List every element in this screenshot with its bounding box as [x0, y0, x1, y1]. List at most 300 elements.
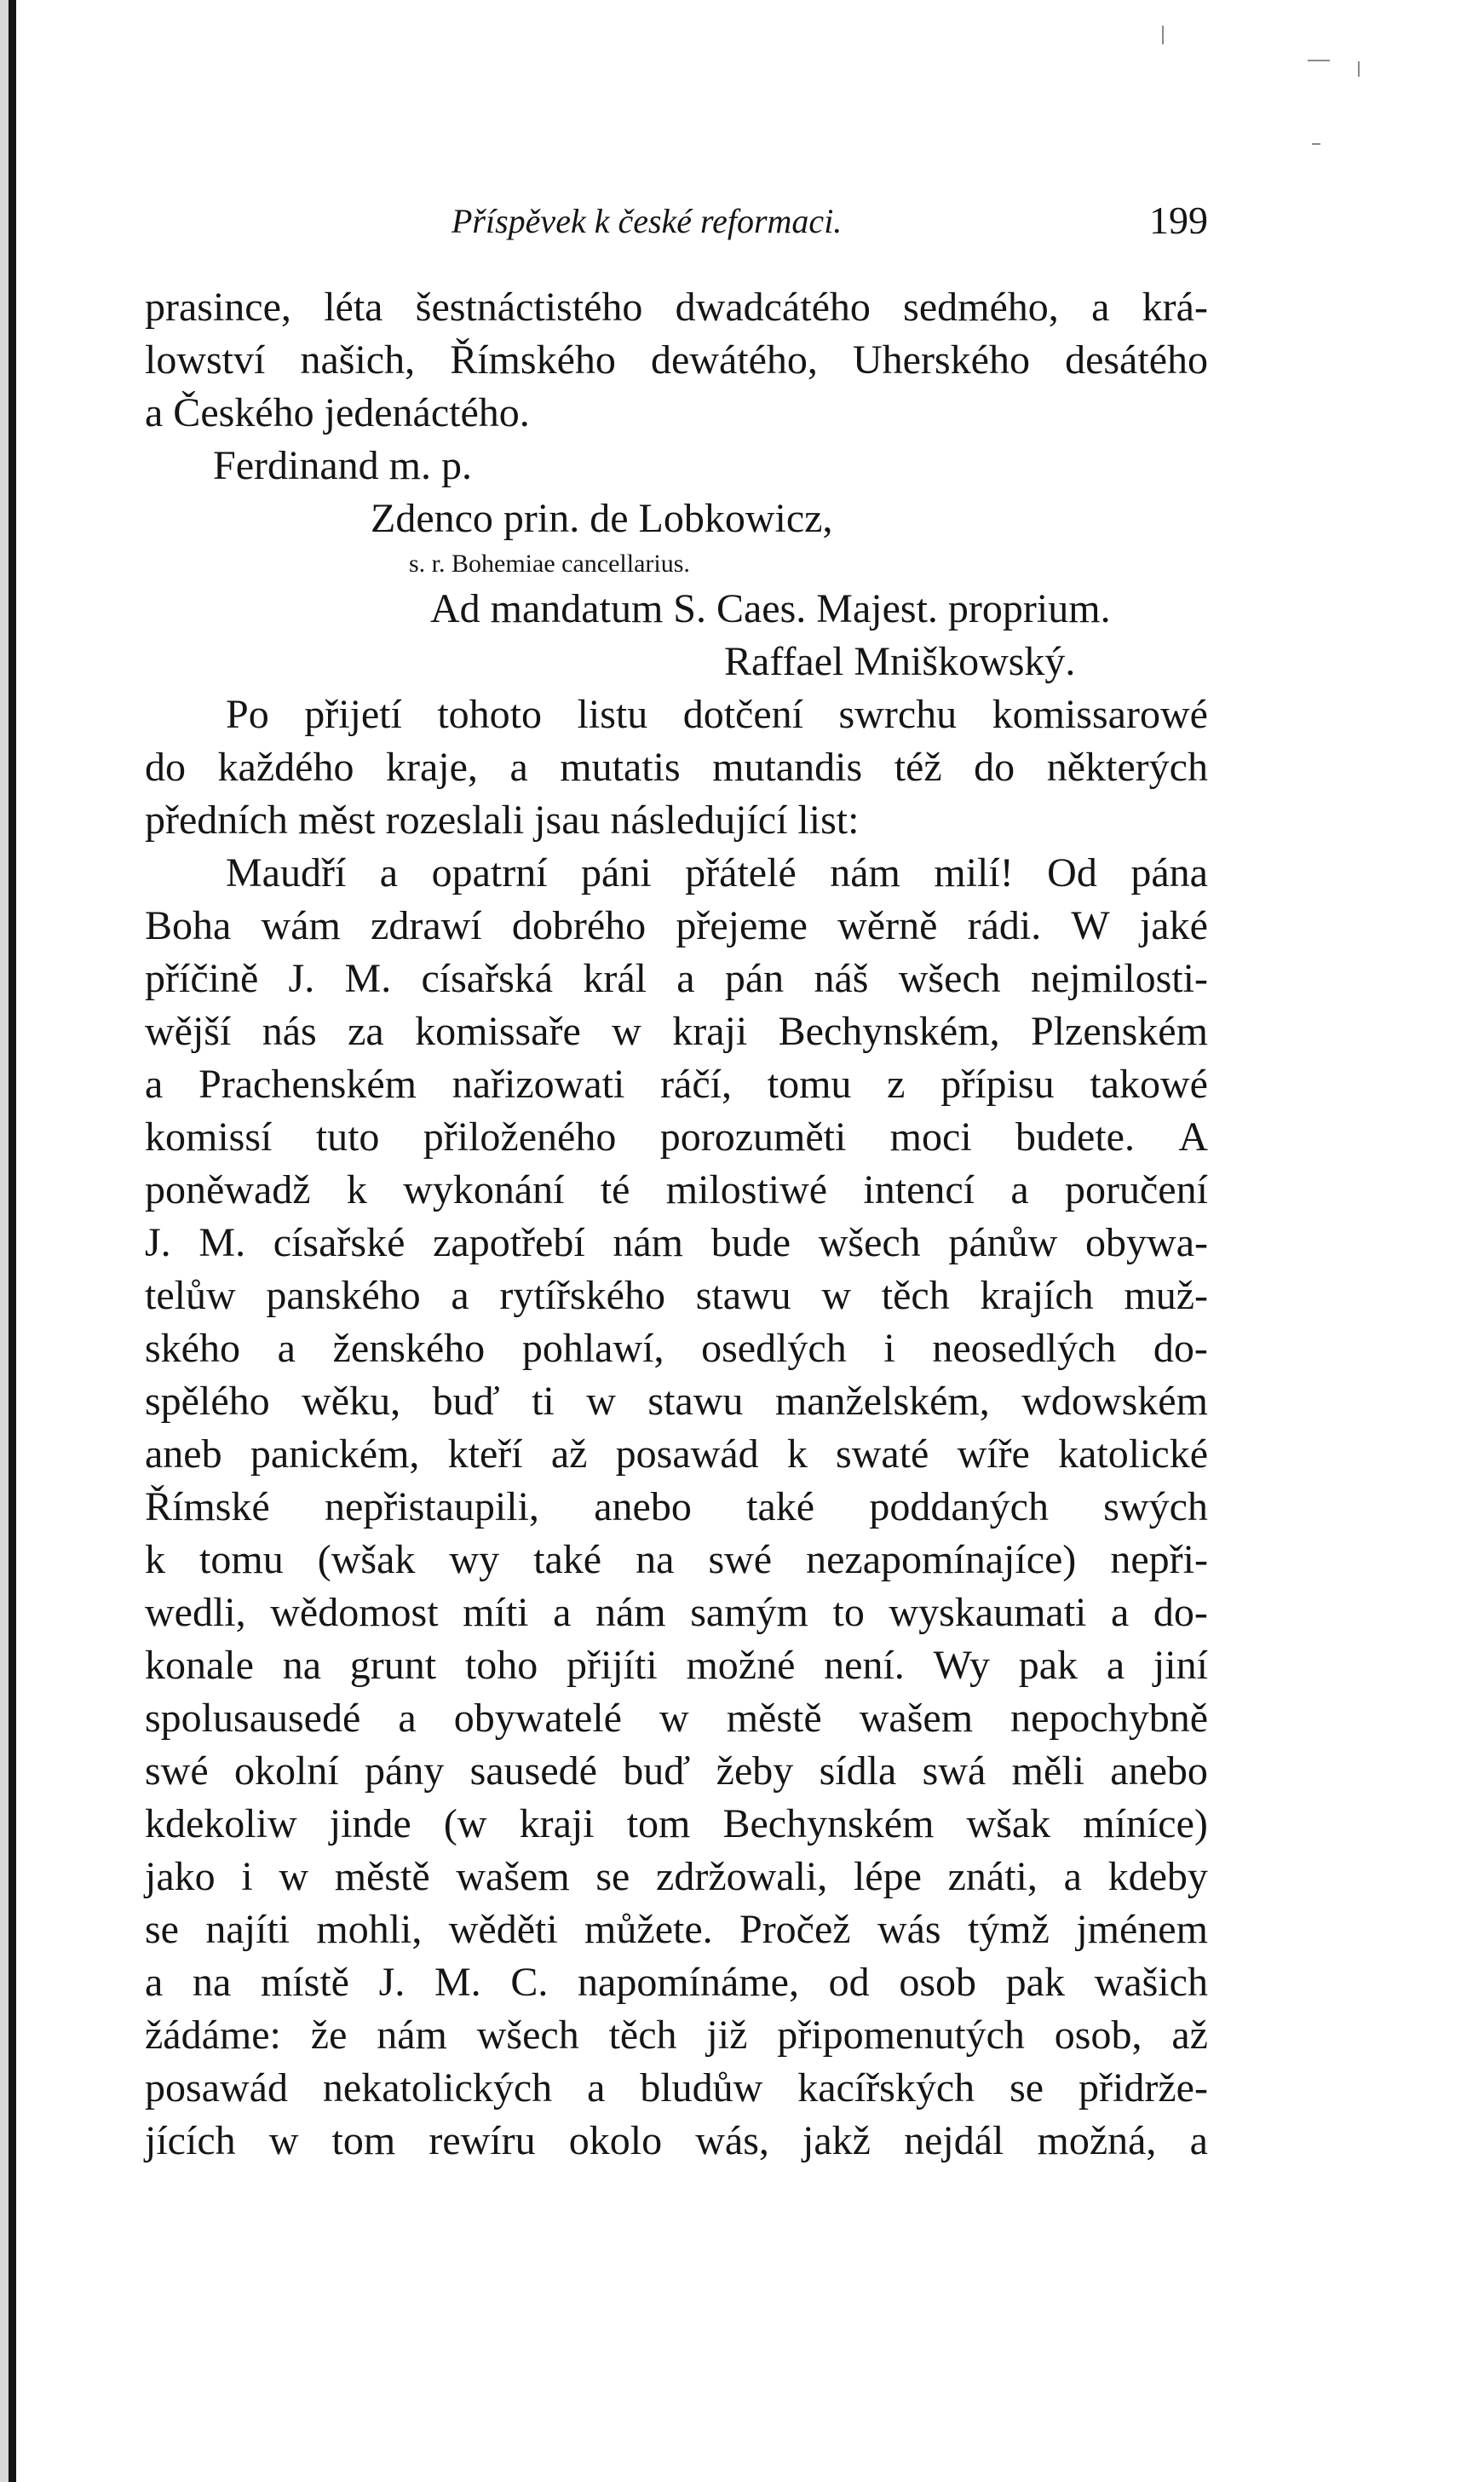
- word: nás: [262, 1009, 317, 1054]
- word: dotčení: [682, 692, 803, 737]
- word: jiní: [1153, 1643, 1208, 1688]
- word: místě: [260, 1960, 349, 2005]
- word: (wšak: [317, 1537, 416, 1582]
- word: přidrže-: [1078, 2065, 1208, 2111]
- paragraph-opening: [145, 281, 1208, 440]
- text-line: [145, 794, 1208, 847]
- word: Římského: [450, 337, 616, 383]
- word: M.: [198, 1220, 246, 1265]
- word: prasince,: [145, 285, 291, 330]
- word: nekatolických: [322, 2065, 553, 2111]
- scan-speck: [1358, 61, 1360, 77]
- word: Římské: [145, 1484, 270, 1529]
- word: a: [553, 1590, 572, 1635]
- text-line: [145, 1481, 1208, 1534]
- word: pánůw: [948, 1220, 1058, 1265]
- word: nám: [613, 1220, 683, 1265]
- word: za: [348, 1009, 384, 1054]
- word: a: [398, 1696, 417, 1741]
- text-line: [145, 1375, 1208, 1428]
- word: wěku,: [302, 1379, 401, 1424]
- text-line: [145, 1217, 1208, 1270]
- word: každého: [217, 745, 354, 790]
- word: wědomost: [270, 1590, 439, 1635]
- word: wykonání: [403, 1167, 565, 1212]
- text-line: [145, 1956, 1208, 2009]
- word: posawád: [615, 1431, 759, 1477]
- text-line: [145, 1851, 1208, 1903]
- word: aneb: [145, 1431, 222, 1477]
- word: že: [310, 2013, 348, 2058]
- text-line: [145, 1587, 1208, 1639]
- word: tom: [331, 2118, 396, 2163]
- word: wšech: [898, 956, 1001, 1001]
- word: léta: [324, 285, 383, 330]
- word: nařizowati: [452, 1062, 625, 1107]
- word: mutandis: [712, 745, 863, 790]
- word: kraji: [519, 1801, 595, 1846]
- word: w: [612, 1009, 641, 1054]
- word: žeby: [716, 1748, 794, 1794]
- word: k: [346, 1167, 367, 1212]
- word: swých: [1103, 1484, 1208, 1529]
- word: a: [1091, 285, 1110, 330]
- text-line: [145, 1692, 1208, 1745]
- word: lowství: [145, 337, 266, 383]
- word: kdeby: [1107, 1854, 1208, 1899]
- word: městě: [726, 1696, 822, 1741]
- word: jménem: [1076, 1907, 1208, 1952]
- word: těch: [881, 1273, 950, 1318]
- word: král: [583, 956, 647, 1001]
- word: těch: [608, 2013, 677, 2058]
- word: wedli,: [145, 1590, 246, 1635]
- word: okolní: [234, 1748, 339, 1794]
- word: dobrého: [511, 903, 647, 948]
- word: Uherského: [853, 337, 1030, 383]
- word: a: [1010, 1167, 1029, 1212]
- text-line: [145, 1322, 1208, 1375]
- scan-speck: [1312, 143, 1320, 145]
- word: bludůw: [640, 2065, 763, 2111]
- word: i: [883, 1326, 895, 1371]
- word: kteří: [447, 1431, 523, 1477]
- word: kraji: [672, 1009, 748, 1054]
- word: nepřistaupili,: [324, 1484, 539, 1529]
- word: wější: [145, 1009, 232, 1054]
- word: wám: [261, 903, 341, 948]
- word: swrchu: [838, 692, 958, 737]
- word: komissaře: [415, 1009, 581, 1054]
- word: spělého: [145, 1379, 270, 1424]
- word: městě: [334, 1854, 430, 1899]
- text-line: [145, 953, 1208, 1005]
- word: císařské: [273, 1220, 406, 1265]
- word: spolusausedé: [145, 1696, 361, 1741]
- word: ráčí,: [660, 1062, 732, 1107]
- word: poddaných: [869, 1484, 1049, 1529]
- word: wás: [877, 1907, 941, 1952]
- word: panského: [266, 1273, 421, 1318]
- text-line: [145, 900, 1208, 953]
- word: pána: [1130, 850, 1208, 895]
- word: týmž: [967, 1907, 1050, 1952]
- paragraph-commissioners: [145, 688, 1208, 847]
- word: swá: [922, 1748, 986, 1794]
- word: wašich: [1094, 1960, 1208, 2005]
- word: moci: [889, 1114, 972, 1160]
- word: swé: [708, 1537, 773, 1582]
- word: neosedlých: [932, 1326, 1117, 1371]
- word: manželském,: [774, 1379, 990, 1424]
- signature-mandate: Ad mandatum S. Caes. Majest. proprium.: [430, 586, 1111, 631]
- word: přípisu: [940, 1062, 1055, 1107]
- word: možné: [686, 1643, 796, 1688]
- word: též: [894, 745, 942, 790]
- text-line: [145, 1428, 1208, 1481]
- scan-speck: [1308, 60, 1330, 61]
- word: kraje,: [385, 745, 478, 790]
- word: a: [1110, 1590, 1130, 1635]
- word: listu: [577, 692, 648, 737]
- text-line: [145, 1534, 1208, 1587]
- text-line: [145, 387, 1208, 440]
- word: wšech: [818, 1220, 921, 1265]
- word: komissarowé: [992, 692, 1208, 737]
- word: mutatis: [560, 745, 681, 790]
- word: příčině: [145, 956, 259, 1001]
- word: wás,: [695, 2118, 769, 2163]
- scan-speck: [1162, 26, 1164, 44]
- word: wíře: [957, 1431, 1030, 1477]
- word: zdržowali,: [656, 1854, 828, 1899]
- word: pán: [724, 956, 785, 1001]
- word: z: [887, 1062, 906, 1107]
- word: není.: [824, 1643, 905, 1688]
- word: se: [1009, 2065, 1044, 2111]
- word: obywa-: [1085, 1220, 1208, 1265]
- word: krajích: [980, 1273, 1094, 1318]
- word: a: [1063, 1854, 1082, 1899]
- text-line: [145, 688, 1208, 741]
- word: do: [974, 745, 1015, 790]
- word: obywatelé: [453, 1696, 622, 1741]
- word: kacířských: [797, 2065, 975, 2111]
- word: jaké: [1139, 903, 1208, 948]
- word: buď: [623, 1748, 691, 1794]
- word: rewíru: [429, 2118, 536, 2163]
- word: komissí: [145, 1114, 273, 1160]
- word: náš: [814, 956, 869, 1001]
- word: přiloženého: [423, 1114, 617, 1160]
- word: buď: [432, 1379, 500, 1424]
- word: milí!: [934, 850, 1014, 895]
- word: k: [786, 1431, 808, 1477]
- word: budete.: [1015, 1114, 1135, 1160]
- word: najíti: [205, 1907, 290, 1952]
- word: a: [145, 1960, 164, 2005]
- word: přejeme: [676, 903, 808, 948]
- word: wěděti: [448, 1907, 558, 1952]
- word: a: [676, 956, 695, 1001]
- word: až: [1171, 2013, 1208, 2058]
- word: w: [586, 1379, 616, 1424]
- word: wyskaumati: [889, 1590, 1087, 1635]
- text-line: [145, 1270, 1208, 1322]
- word: sausedé: [469, 1748, 597, 1794]
- signature-zdenco: Zdenco prin. de Lobkowicz,: [371, 496, 833, 541]
- word: milostiwé: [665, 1167, 828, 1212]
- word: stawu: [647, 1379, 744, 1424]
- word: na: [636, 1537, 675, 1582]
- word: jících: [145, 2118, 236, 2163]
- word: té: [600, 1167, 630, 1212]
- word: sedmého,: [903, 285, 1059, 330]
- word: našich,: [300, 337, 416, 383]
- word: zapotřebí: [433, 1220, 585, 1265]
- word: A: [1178, 1114, 1208, 1160]
- word: Pročež: [739, 1907, 851, 1952]
- word: posawád: [145, 2065, 288, 2111]
- word: J.: [288, 956, 315, 1001]
- word: mohli,: [316, 1907, 423, 1952]
- word: tomu: [767, 1062, 852, 1107]
- word: wšech: [476, 2013, 579, 2058]
- word: zdrawí: [371, 903, 482, 948]
- word: znáti,: [947, 1854, 1038, 1899]
- word: lépe: [853, 1854, 922, 1899]
- word: Wy: [933, 1643, 990, 1688]
- text-line: [145, 1164, 1208, 1217]
- word: jakž: [802, 2118, 871, 2163]
- word: ti: [532, 1379, 555, 1424]
- word: tohoto: [437, 692, 543, 737]
- word: ského: [145, 1326, 240, 1371]
- word: také: [533, 1537, 602, 1582]
- word: pány: [365, 1748, 445, 1794]
- word: w: [279, 1854, 309, 1899]
- word: intencí: [863, 1167, 975, 1212]
- word: anebo: [1110, 1748, 1208, 1794]
- word: nejdál: [904, 2118, 1004, 2163]
- word: krá-: [1142, 285, 1208, 330]
- page-edge-shadow: [0, 0, 9, 2482]
- word: bude: [710, 1220, 791, 1265]
- word: telůw: [145, 1273, 236, 1318]
- word: J.: [145, 1220, 171, 1265]
- text-line: [145, 1005, 1208, 1058]
- word: dewátého,: [650, 337, 818, 383]
- word: na: [192, 1960, 232, 2005]
- word: nám: [377, 2013, 447, 2058]
- word: Bechynském: [722, 1801, 935, 1846]
- word: nepochybně: [1010, 1696, 1208, 1741]
- signature-ferdinand: Ferdinand m. p.: [213, 443, 472, 488]
- word: wěrně: [837, 903, 938, 948]
- word: jako: [145, 1854, 216, 1899]
- word: muž-: [1124, 1273, 1208, 1318]
- word: přátelé: [685, 850, 797, 895]
- text-line: [145, 2009, 1208, 2062]
- word: a: [379, 850, 399, 895]
- word: císařská: [421, 956, 554, 1001]
- word: swaté: [836, 1431, 929, 1477]
- word: a: [1189, 2118, 1208, 2163]
- word: okolo: [568, 2118, 663, 2163]
- word: do-: [1153, 1590, 1208, 1635]
- text-line: [145, 2115, 1208, 2168]
- word: a: [1106, 1643, 1125, 1688]
- word: do: [145, 745, 186, 790]
- page-header: [145, 189, 1208, 257]
- word: grunt: [349, 1643, 437, 1688]
- word: se: [595, 1854, 630, 1899]
- word: Prachenském: [198, 1062, 417, 1107]
- word: napomínáme,: [578, 1960, 799, 2005]
- word: měli: [1011, 1748, 1084, 1794]
- word: rádi.: [967, 903, 1042, 948]
- text-line: [145, 1745, 1208, 1798]
- word: anebo: [594, 1484, 692, 1529]
- word: Bechynském,: [778, 1009, 1000, 1054]
- word: přijetí: [304, 692, 402, 737]
- word: katolické: [1058, 1431, 1208, 1477]
- page-left-border: [9, 0, 16, 2482]
- word: jinde: [329, 1801, 411, 1846]
- word: možná,: [1037, 2118, 1157, 2163]
- word: W: [1071, 903, 1110, 948]
- word: páni: [581, 850, 652, 895]
- word: Od: [1047, 850, 1097, 895]
- word: Po: [226, 692, 269, 737]
- word: M.: [344, 956, 392, 1001]
- text-line: [145, 1058, 1208, 1111]
- word: a: [587, 2065, 606, 2111]
- word: osob: [899, 1960, 976, 2005]
- word: wašem: [456, 1854, 570, 1899]
- word: předních měst rozeslali jsau následující list:: [145, 798, 860, 843]
- word: porozuměti: [659, 1114, 847, 1160]
- word: můžete.: [584, 1907, 713, 1952]
- word: toho: [464, 1643, 538, 1688]
- word: stawu: [695, 1273, 791, 1318]
- word: do-: [1153, 1326, 1208, 1371]
- word: wdowském: [1021, 1379, 1208, 1424]
- word: Boha: [145, 903, 232, 948]
- word: také: [746, 1484, 815, 1529]
- page-body: [145, 281, 1208, 2168]
- word: nezapomínajíce): [806, 1537, 1077, 1582]
- word: pak: [1018, 1643, 1078, 1688]
- word: sídla: [819, 1748, 897, 1794]
- word: osedlých: [701, 1326, 847, 1371]
- word: panickém,: [250, 1431, 420, 1477]
- word: Maudří: [226, 850, 347, 895]
- word: poněwadž: [145, 1167, 311, 1212]
- word: wašem: [859, 1696, 974, 1741]
- word: se: [145, 1907, 179, 1952]
- word: w: [821, 1273, 852, 1318]
- word: nám: [595, 1590, 666, 1635]
- text-line: [145, 1798, 1208, 1851]
- word: k: [145, 1537, 165, 1582]
- word: opatrní: [431, 850, 548, 895]
- word: připomenutých: [777, 2013, 1025, 2058]
- text-line: [145, 847, 1208, 900]
- word: některých: [1046, 745, 1208, 790]
- word: C.: [510, 1960, 549, 2005]
- paragraph-letter: [145, 847, 1208, 2168]
- word: samým: [690, 1590, 808, 1635]
- text-line: [145, 1903, 1208, 1956]
- word: konale: [145, 1643, 254, 1688]
- signature-raffael: Raffael Mniškowský.: [724, 639, 1076, 684]
- word: míti: [463, 1590, 529, 1635]
- word: již: [706, 2013, 748, 2058]
- word: nám: [830, 850, 900, 895]
- word: žádáme:: [145, 2013, 281, 2058]
- word: a Českého jedenáctého.: [145, 390, 530, 435]
- word: M.: [434, 1960, 481, 2005]
- word: wy: [449, 1537, 500, 1582]
- word: poručení: [1064, 1167, 1208, 1212]
- word: desátého: [1065, 337, 1208, 383]
- word: až: [550, 1431, 588, 1477]
- word: rytířského: [499, 1273, 665, 1318]
- word: osob,: [1054, 2013, 1142, 2058]
- word: tom: [626, 1801, 691, 1846]
- text-line: [145, 334, 1208, 387]
- word: tomu: [199, 1537, 284, 1582]
- word: pohlawí,: [521, 1326, 664, 1371]
- word: Plzenském: [1030, 1009, 1208, 1054]
- word: od: [828, 1960, 870, 2005]
- word: nejmilosti-: [1030, 956, 1208, 1001]
- word: a: [451, 1273, 469, 1318]
- word: kdekoliw: [145, 1801, 297, 1846]
- word: J.: [378, 1960, 406, 2005]
- word: na: [282, 1643, 322, 1688]
- word: to: [832, 1590, 865, 1635]
- word: swé: [145, 1748, 209, 1794]
- word: i: [241, 1854, 253, 1899]
- text-line: [145, 1111, 1208, 1164]
- text-line: [145, 281, 1208, 334]
- word: takowé: [1090, 1062, 1208, 1107]
- word: nepři-: [1110, 1537, 1208, 1582]
- word: wšak: [966, 1801, 1051, 1846]
- signature-chancellor: s. r. Bohemiae cancellarius.: [409, 550, 690, 578]
- running-title: Příspěvek k české reformaci.: [452, 202, 843, 240]
- word: w: [268, 2118, 299, 2163]
- word: a: [277, 1326, 296, 1371]
- word: a: [145, 1062, 164, 1107]
- word: šestnáctistého: [415, 285, 643, 330]
- word: pak: [1005, 1960, 1065, 2005]
- text-line: [145, 741, 1208, 794]
- word: dwadcátého: [675, 285, 871, 330]
- text-line: [145, 1639, 1208, 1692]
- text-line: [145, 2062, 1208, 2115]
- word: míníce): [1083, 1801, 1208, 1846]
- page-number: 199: [1149, 199, 1208, 242]
- word: (w: [443, 1801, 487, 1846]
- word: přijíti: [567, 1643, 658, 1688]
- word: w: [659, 1696, 689, 1741]
- word: ženského: [332, 1326, 486, 1371]
- word: tuto: [315, 1114, 380, 1160]
- word: a: [509, 745, 528, 790]
